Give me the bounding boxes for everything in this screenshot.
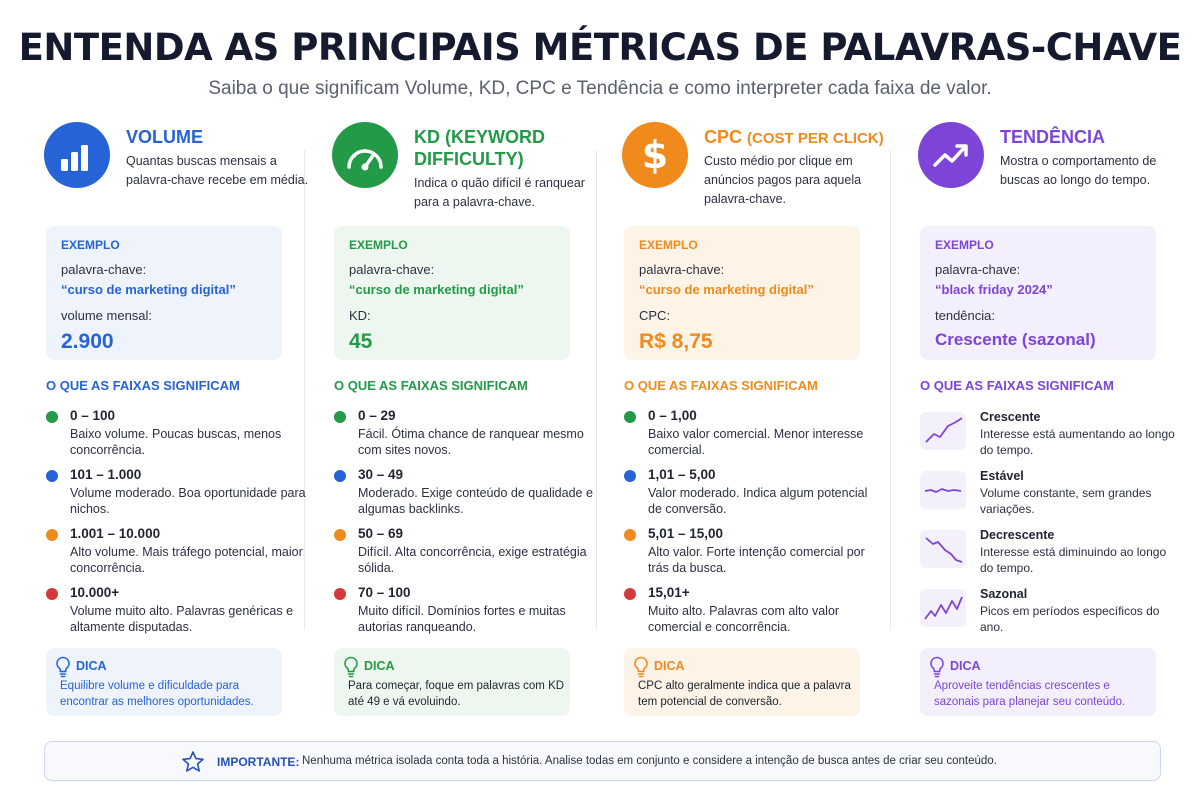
range-description: Valor moderado. Indica algum potencial de conversão. [648, 486, 868, 516]
blue-dot-icon [624, 470, 636, 482]
cpc-description: Custo médio por clique em anúncios pagos para aquela palavra-chave. [704, 154, 862, 206]
ranges-heading: O QUE AS FAIXAS SIGNIFICAM [46, 378, 240, 393]
example-value-label: CPC: [639, 308, 671, 323]
example-keyword-label: palavra-chave: [61, 262, 147, 277]
trend-column [914, 118, 1184, 718]
range-description: Baixo valor comercial. Menor interesse comercial. [648, 427, 864, 457]
trend-item [920, 469, 1182, 525]
range-title: 101 – 1.000 [70, 467, 142, 482]
ranges-heading: O QUE AS FAIXAS SIGNIFICAM [624, 378, 818, 393]
range-title: 30 – 49 [358, 467, 404, 482]
range-description: Alto valor. Forte intenção comercial por trás da busca. [648, 545, 865, 575]
important-label: IMPORTANTE: [217, 755, 300, 769]
example-keyword: “curso de marketing digital” [349, 282, 524, 297]
tip-text: Equilibre volume e dificuldade para encontrar as melhores oportunidades. [60, 680, 254, 708]
range-description: Volume muito alto. Palavras genéricas e altamente disputadas. [70, 604, 294, 634]
red-dot-icon [624, 588, 636, 600]
cpc-tip-card [624, 648, 860, 716]
trend-item [920, 587, 1182, 643]
example-keyword-label: palavra-chave: [639, 262, 725, 277]
example-value: Crescente (sazonal) [935, 330, 1096, 349]
star-icon [181, 750, 205, 774]
lightbulb-icon [54, 656, 72, 678]
trend-item-title: Estável [980, 469, 1024, 483]
tip-label: DICA [950, 659, 981, 673]
volume-tip-card [46, 648, 282, 716]
range-description: Difícil. Alta concorrência, exige estratégia sólida. [358, 545, 587, 575]
trend-title: TENDÊNCIA [1000, 127, 1106, 147]
orange-dot-icon [46, 529, 58, 541]
example-keyword: “curso de marketing digital” [639, 282, 814, 297]
range-description: Fácil. Ótima chance de ranquear mesmo com sites novos. [358, 427, 584, 457]
example-value: 45 [349, 330, 373, 353]
red-dot-icon [334, 588, 346, 600]
range-title: 50 – 69 [358, 526, 404, 541]
green-dot-icon [334, 411, 346, 423]
tip-text: CPC alto geralmente indica que a palavra tem potencial de conversão. [638, 680, 851, 708]
tip-label: DICA [364, 659, 395, 673]
trend-item-description: Interesse está aumentando ao longo do tempo. [980, 427, 1175, 457]
example-keyword: “curso de marketing digital” [61, 282, 236, 297]
kd-example-card [334, 226, 570, 360]
blue-dot-icon [334, 470, 346, 482]
range-description: Muito difícil. Domínios fortes e muitas autorias ranqueando. [358, 604, 566, 634]
cpc-column [618, 118, 888, 718]
tip-label: DICA [76, 659, 107, 673]
trend-up-icon [918, 122, 984, 188]
trend-tip-card [920, 648, 1156, 716]
trend-description: Mostra o comportamento de buscas ao longo do tempo. [1000, 154, 1157, 187]
trend-item-description: Picos em períodos específicos do ano. [980, 604, 1160, 634]
dollar-icon: $ [622, 122, 688, 188]
range-title: 10.000+ [70, 585, 120, 600]
ranges-heading: O QUE AS FAIXAS SIGNIFICAM [334, 378, 528, 393]
tip-label: DICA [654, 659, 685, 673]
example-label: EXEMPLO [61, 238, 120, 252]
kd-title: KD (KEYWORD DIFFICULTY) [414, 127, 545, 169]
trend-item-title: Crescente [980, 410, 1041, 424]
example-value-label: volume mensal: [61, 308, 153, 323]
flat-line-icon [920, 471, 966, 509]
example-keyword-label: palavra-chave: [349, 262, 435, 277]
range-description: Alto volume. Mais tráfego potencial, maior concorrência. [70, 545, 303, 575]
range-title: 0 – 100 [70, 408, 116, 423]
blue-dot-icon [46, 470, 58, 482]
cpc-title-main: CPC [704, 127, 743, 147]
range-description: Moderado. Exige conteúdo de qualidade e algumas backlinks. [358, 486, 593, 516]
example-value: R$ 8,75 [639, 330, 713, 353]
example-keyword-label: palavra-chave: [935, 262, 1021, 277]
green-dot-icon [624, 411, 636, 423]
example-value-label: KD: [349, 308, 371, 323]
orange-dot-icon [624, 529, 636, 541]
tip-text: Para começar, foque em palavras com KD até 49 e vá evoluindo. [348, 680, 565, 708]
cpc-title [704, 126, 904, 150]
ranges-heading: O QUE AS FAIXAS SIGNIFICAM [920, 378, 1114, 393]
range-title: 15,01+ [648, 585, 690, 600]
volume-example-card [46, 226, 282, 360]
trend-item-description: Volume constante, sem grandes variações. [980, 486, 1152, 516]
tip-text: Aproveite tendências crescentes e sazonais para planejar seu conteúdo. [934, 680, 1126, 708]
seasonal-line-icon [920, 589, 966, 627]
lightbulb-icon [342, 656, 360, 678]
volume-column [40, 118, 310, 718]
volume-description: Quantas buscas mensais a palavra-chave recebe em média. [126, 154, 309, 187]
range-description: Baixo volume. Poucas buscas, menos concorrência. [70, 427, 282, 457]
example-label: EXEMPLO [639, 238, 698, 252]
kd-column [328, 118, 598, 718]
cpc-title-sub: (COST PER CLICK) [747, 130, 884, 147]
range-description: Muito alto. Palavras com alto valor comercial e concorrência. [648, 604, 840, 634]
orange-dot-icon [334, 529, 346, 541]
example-keyword: “black friday 2024” [935, 282, 1053, 297]
speedometer-icon [332, 122, 398, 188]
range-title: 1.001 – 10.000 [70, 526, 161, 541]
trend-item [920, 528, 1182, 584]
important-banner [44, 741, 1161, 781]
trend-item-title: Decrescente [980, 528, 1055, 542]
trend-example-card [920, 226, 1156, 360]
example-label: EXEMPLO [349, 238, 408, 252]
trend-item-title: Sazonal [980, 587, 1028, 601]
lightbulb-icon [928, 656, 946, 678]
important-text: Nenhuma métrica isolada conta toda a história. Analise todas em conjunto e considere a intenção de busca antes de criar seu conteúdo. [302, 755, 997, 767]
example-label: EXEMPLO [935, 238, 994, 252]
range-description: Volume moderado. Boa oportunidade para nichos. [70, 486, 306, 516]
page-subtitle: Saiba o que significam Volume, KD, CPC e Tendência e como interpreter cada faixa de valor. [208, 78, 992, 99]
page-title: ENTENDA AS PRINCIPAIS MÉTRICAS DE PALAVRAS-CHAVE [18, 26, 1182, 69]
example-value: 2.900 [61, 330, 114, 353]
trend-item [920, 410, 1182, 466]
range-title: 1,01 – 5,00 [648, 467, 716, 482]
rising-line-icon [920, 412, 966, 450]
green-dot-icon [46, 411, 58, 423]
range-title: 70 – 100 [358, 585, 411, 600]
red-dot-icon [46, 588, 58, 600]
kd-description: Indica o quão difícil é ranquear para a palavra-chave. [414, 176, 585, 209]
column-divider [890, 150, 891, 630]
range-title: 0 – 1,00 [648, 408, 697, 423]
range-title: 0 – 29 [358, 408, 396, 423]
volume-title: VOLUME [126, 127, 204, 147]
falling-line-icon [920, 530, 966, 568]
kd-tip-card [334, 648, 570, 716]
cpc-example-card [624, 226, 860, 360]
trend-item-description: Interesse está diminuindo ao longo do tempo. [980, 545, 1167, 575]
example-value-label: tendência: [935, 308, 995, 323]
range-title: 5,01 – 15,00 [648, 526, 724, 541]
lightbulb-icon [632, 656, 650, 678]
bar-chart-icon [44, 122, 110, 188]
